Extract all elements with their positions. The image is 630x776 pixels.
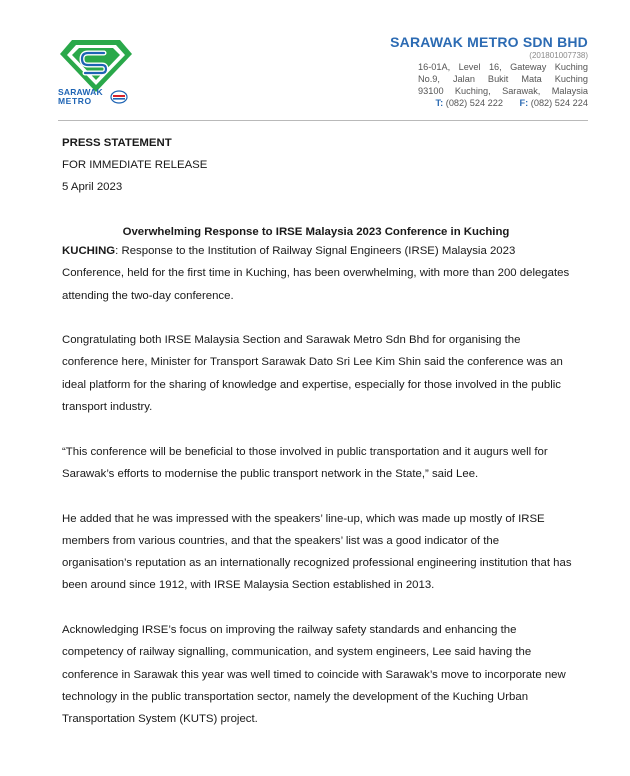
logo-line-1: SARAWAK [58, 87, 103, 97]
statement-type: PRESS STATEMENT [62, 137, 172, 149]
article-headline: Overwhelming Response to IRSE Malaysia 2023 Conference in Kuching [122, 226, 510, 238]
paragraph: Congratulating both IRSE Malaysia Section and Sarawak Metro Sdn Bhd for organising the conference here, Minister for Transport Sarawak Dato Sri Lee Kim Shin said the conference was an ideal platform for the sharing of knowledge and expertise, especially for those involved in the public transport industry. [62, 334, 563, 414]
statement-date: 5 April 2023 [62, 181, 123, 193]
dateline: KUCHING [62, 245, 116, 257]
logo-line-2: METRO [58, 96, 92, 106]
logo-wordmark [58, 88, 134, 106]
phone-number: (082) 524 222 [445, 98, 503, 108]
address-line: 16-01A, Level 16, Gateway Kuching [418, 62, 588, 72]
fax-label: F: [519, 98, 529, 108]
company-name: SARAWAK METRO SDN BHD [390, 34, 588, 50]
paragraph [62, 240, 572, 307]
train-mark-icon [110, 90, 128, 104]
paragraph-text: : Response to the Institution of Railway Signal Engineers (IRSE) Malaysia 2023 Conference, held for the first time in Kuching, has been overwhelming, with more than 200 delegates attending the two-day conference. [62, 245, 570, 302]
company-info [390, 34, 588, 109]
release-note: FOR IMMEDIATE RELEASE [62, 159, 208, 171]
fax-number: (082) 524 224 [530, 98, 588, 108]
paragraph: “This conference will be beneficial to those involved in public transportation and it augurs well for Sarawak’s efforts to modernise the public transport network in the State,” said Lee. [62, 445, 548, 480]
diamond-s-logo-icon [58, 38, 134, 94]
paragraph: He added that he was impressed with the speakers’ line-up, which was made up mostly of IRSE members from various countries, and that the speakers’ list was a good indicator of the organisation’s reputation as an internationally recognized professional engineering institution that has been around since 1912, with IRSE Malaysia Section established in 2013. [62, 512, 572, 592]
registration-number: (201801007738) [529, 51, 588, 60]
contact-line [390, 97, 588, 109]
address-line: 93100 Kuching, Sarawak, Malaysia [418, 86, 588, 96]
address-line: No.9, Jalan Bukit Mata Kuching [418, 74, 588, 84]
statement-meta [62, 132, 207, 198]
article-body [62, 240, 572, 753]
phone-label: T: [435, 98, 444, 108]
header-divider [58, 120, 588, 121]
paragraph: Acknowledging IRSE’s focus on improving the railway safety standards and enhancing the competency of railway signalling, communication, and system engineers, Lee said having the conference in Sarawak this year was well timed to coincide with Sarawak’s move to incorporate new technology in the public transportation sector, namely the development of the Kuching Urban Transportation System (KUTS) project. [62, 624, 566, 726]
